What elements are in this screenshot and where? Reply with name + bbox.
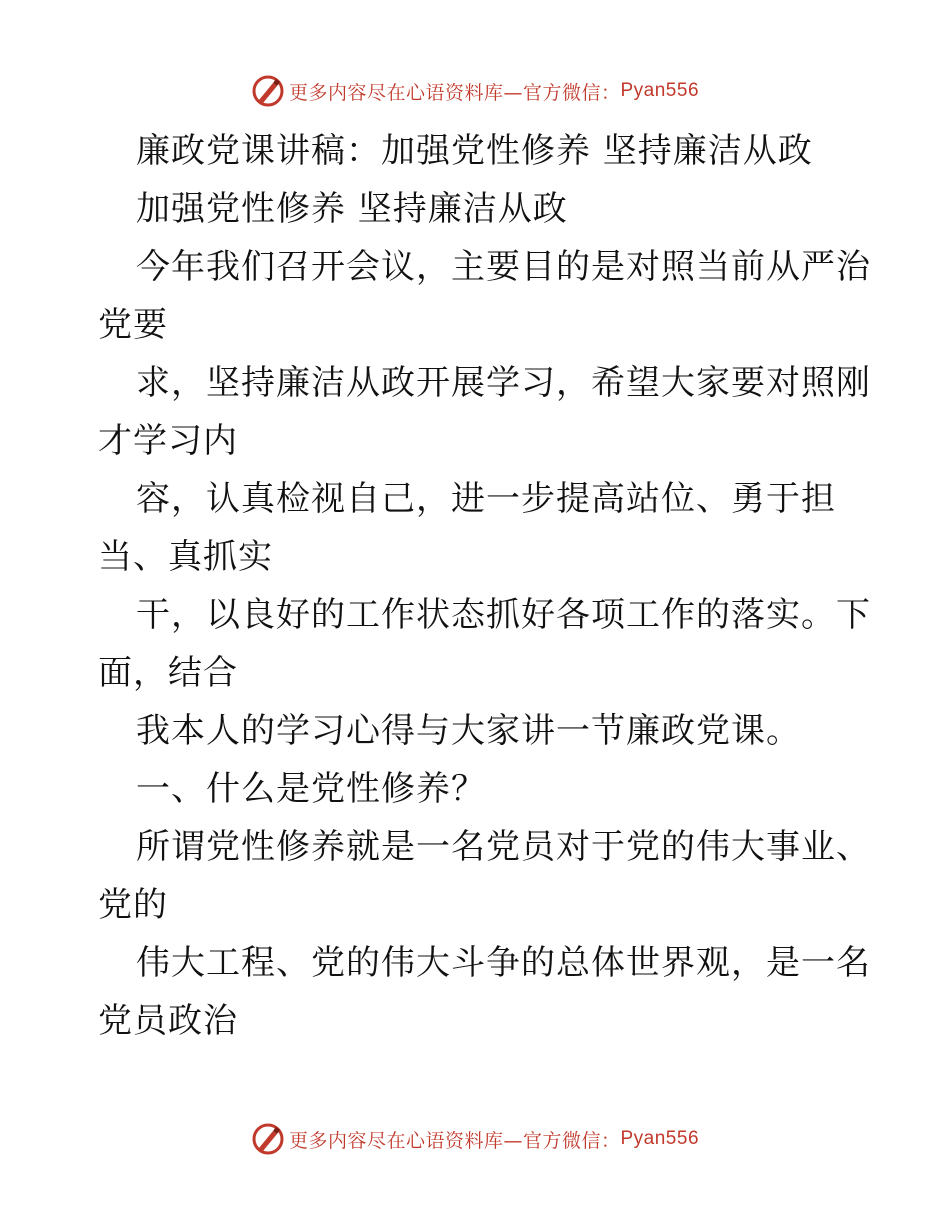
paragraph-line: 伟大工程、党的伟大斗争的总体世界观，是一名 <box>136 943 871 983</box>
pen-logo-icon <box>251 1122 285 1156</box>
paragraph-line: 今年我们召开会议，主要目的是对照当前从严治 <box>136 247 871 287</box>
banner-text: 更多内容尽在心语资料库—官方微信： <box>288 1129 621 1152</box>
paragraph-line: 我本人的学习心得与大家讲一节廉政党课。 <box>136 711 801 751</box>
footer-banner <box>0 1122 950 1156</box>
document-subtitle: 加强党性修养 坚持廉洁从政 <box>136 189 568 229</box>
paragraph-line: 求，坚持廉洁从政开展学习，希望大家要对照刚 <box>136 363 871 403</box>
paragraph-line: 党的 <box>98 885 168 925</box>
paragraph-line: 面，结合 <box>98 653 238 693</box>
paragraph-line: 容，认真检视自己，进一步提高站位、勇于担 <box>136 479 836 519</box>
banner-text: 更多内容尽在心语资料库—官方微信： <box>288 81 621 104</box>
banner-wechat-id: Pyan556 <box>620 80 700 101</box>
banner-wechat-id: Pyan556 <box>620 1128 700 1149</box>
paragraph-line: 所谓党性修养就是一名党员对于党的伟大事业、 <box>136 827 871 867</box>
section-heading: 一、什么是党性修养？ <box>136 769 486 809</box>
paragraph-line: 党要 <box>98 305 168 345</box>
paragraph-line: 党员政治 <box>98 1001 238 1041</box>
document-body <box>98 122 871 1050</box>
pen-logo-icon <box>251 74 285 108</box>
document-title: 廉政党课讲稿：加强党性修养 坚持廉洁从政 <box>136 131 813 171</box>
paragraph-line: 才学习内 <box>98 421 238 461</box>
paragraph-line: 当、真抓实 <box>98 537 273 577</box>
paragraph-line: 干，以良好的工作状态抓好各项工作的落实。下 <box>136 595 871 635</box>
header-banner <box>0 74 950 108</box>
